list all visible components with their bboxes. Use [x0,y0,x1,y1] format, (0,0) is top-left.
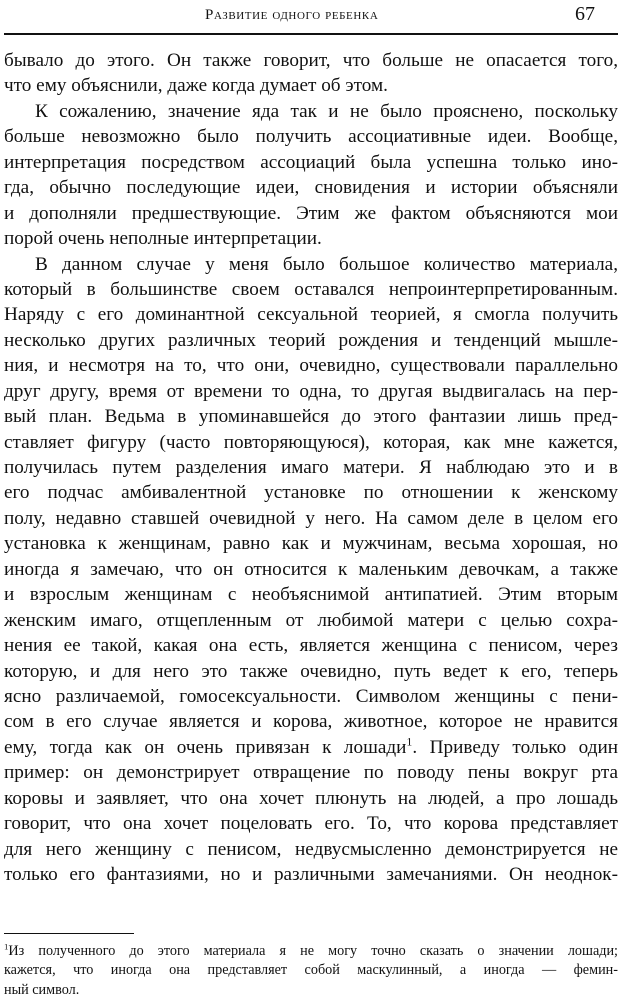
text-line: который в большинстве своем оставался непроинтерпретированным. [4,278,618,300]
text-line: которую, и для него это также очевидно, путь ведет к его, теперь [4,660,618,682]
text-line: иногда я замечаю, что он относится к маленьким девочкам, а также [4,558,618,580]
page-number: 67 [575,3,595,25]
text-line: ния, и несмотря на то, что они, очевидно, существовали параллельно [4,355,618,377]
text-line: вый план. Ведьма в упоминавшейся до этого фантазии лишь пред- [4,406,618,428]
footnote-line: кажется, что иногда она представляет собой маскулинный, а иногда — фемин- [4,962,618,979]
text-line: бывало до этого. Он также говорит, что больше не опасается того, [4,50,618,71]
text-line: нения ее такой, какая она есть, является женщина с пенисом, через [4,635,618,657]
text-line: К сожалению, значение яда так и не было прояснено, поскольку [35,100,618,122]
text-line: для него женщину с пенисом, недвусмысленно демонстрируется не [4,838,618,860]
text-line: несколько других различных теорий рождения и тенденций мышле- [4,329,618,351]
text-line: только его фантазиями, но и различными замечаниями. Он неоднок- [4,864,618,885]
footnote-marker: 1 [406,734,413,749]
text-line: и дополняли предшествующие. Этим же фактом объясняются мои [4,202,618,224]
text-line: гда, обычно последующие идеи, сновидения и истории объясняли [4,177,618,199]
running-title: Развитие одного ребенка [205,7,379,23]
text-line: женским имаго, отщепленным от любимой матери с целью сохра- [4,609,618,631]
text-line: его подчас амбивалентной установке по отношении к женскому [4,482,618,504]
text-line-with-footnote [4,735,618,760]
text-line: говорит, что она хочет поцеловать его. То, что корова представляет [4,813,618,835]
header-divider [4,33,618,35]
text-line: ясно различаемой, гомосексуальности. Символом женщины с пени- [4,685,618,707]
text-line: Наряду с его доминантной сексуальной теорией, я смогла получить [4,304,618,326]
text-line: интерпретация посредством ассоциаций была успешна только ино- [4,151,618,173]
footnote-text: Из полученного до этого материала я не могу точно сказать о значении лошади; [8,943,618,959]
footnote-line: ный символ. [4,981,80,998]
footnote-number: 1 [4,942,9,952]
text-line: получилась путем разделения имаго матери. Я наблюдаю это и в [4,457,618,478]
text-line: коровы и заявляет, что она хочет плюнуть на людей, а про лошадь [4,787,618,809]
footnote [4,942,618,1000]
running-head [0,0,620,32]
footnote-line [4,942,618,961]
text-line: порой очень неполные интерпретации. [4,228,322,250]
text-line: и взрослым женщинам с необъяснимой антипатией. Этим вторым [4,584,618,606]
text-line-head: ему, тогда как он очень привязан к лошади [4,736,407,758]
text-line: друг другу, время от времени то одна, то другая выдвигалась на пер- [4,380,618,402]
text-line: пример: он демонстрирует отвращение по поводу пены вокруг рта [4,762,618,784]
text-line: установка к женщинам, равно как и мужчинам, весьма хорошая, но [4,533,618,555]
text-line: сом в его случае является и корова, животное, которое не нравится [4,711,618,733]
body-text [4,48,618,887]
text-line: что ему объяснили, даже когда думает об этом. [4,75,388,97]
text-line: ставляет фигуру (часто повторяющуюся), которая, как мне кажется, [4,431,618,453]
footnote-divider [4,933,134,934]
text-line: полу, недавно ставшей очевидной у него. На самом деле в целом его [4,507,618,529]
text-line: В данном случае у меня было большое количество материала, [35,253,618,275]
text-line: больше невозможно было получить ассоциативные идеи. Вообще, [4,126,618,148]
text-line-tail: . Приведу только один [412,736,618,758]
